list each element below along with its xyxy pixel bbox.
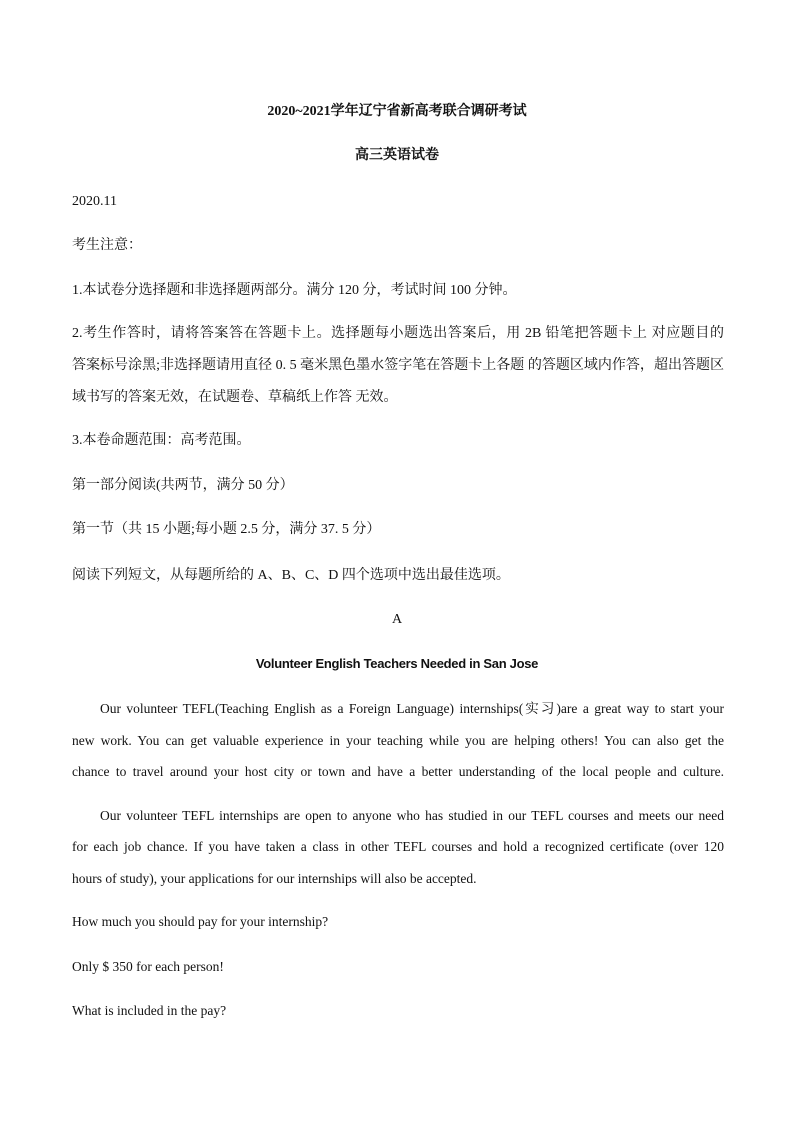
paragraph-1-line-2: new work. You can get valuable experience in your teaching while you are helping others! You can also get the (72, 733, 724, 748)
notice-item-2-line-1: 2.考生作答时，请将答案答在答题卡上。选择题每小题选出答案后，用 2B 铅笔把答题卡上 对应题目的 (72, 326, 724, 341)
paragraph-2-line-1: Our volunteer TEFL internships are open to anyone who has studied in our TEFL courses and meets our need (100, 808, 724, 823)
notice-item-2-line-3: 域书写的答案无效，在试题卷、草稿纸上作答 无效。 (72, 390, 398, 405)
passage-title: Volunteer English Teachers Needed in San Jose (255, 656, 539, 671)
paragraph-1-line-3: chance to travel around your host city or town and have a better understanding of the local people and culture. (72, 764, 724, 779)
paragraph-2-line-3: hours of study), your applications for our internships will also be accepted. (72, 871, 477, 886)
notice-item-2-line-2: 答案标号涂黑;非选择题请用直径 0. 5 毫米黑色墨水签字笔在答题卡上各题 的答题区域内作答，超出答题区 (72, 358, 724, 373)
notice-item-3: 3.本卷命题范围：高考范围。 (72, 433, 251, 448)
part-heading: 第一部分阅读(共两节，满分 50 分） (72, 478, 294, 493)
exam-title: 2020~2021学年辽宁省新高考联合调研考试 (267, 104, 527, 119)
notice-heading: 考生注意： (72, 238, 142, 253)
exam-date: 2020.11 (72, 194, 117, 209)
notice-item-1: 1.本试卷分选择题和非选择题两部分。满分 120 分，考试时间 100 分钟。 (72, 283, 517, 298)
exam-subtitle: 高三英语试卷 (355, 148, 439, 163)
answer-1: Only $ 350 for each person! (72, 959, 224, 974)
paragraph-1-line-1: Our volunteer TEFL(Teaching English as a Foreign Language) internships(实习)are a great way to start your (100, 701, 724, 716)
section-heading: 第一节（共 15 小题;每小题 2.5 分，满分 37. 5 分） (72, 522, 381, 537)
paragraph-2-line-2: for each job chance. If you have taken a class in other TEFL courses and hold a recognized certificate (over 120 (72, 839, 724, 854)
question-2: What is included in the pay? (72, 1003, 227, 1018)
passage-letter: A (391, 612, 403, 627)
question-1: How much you should pay for your internship? (72, 914, 329, 929)
instruction: 阅读下列短文，从每题所给的 A、B、C、D 四个选项中选出最佳选项。 (72, 568, 510, 583)
